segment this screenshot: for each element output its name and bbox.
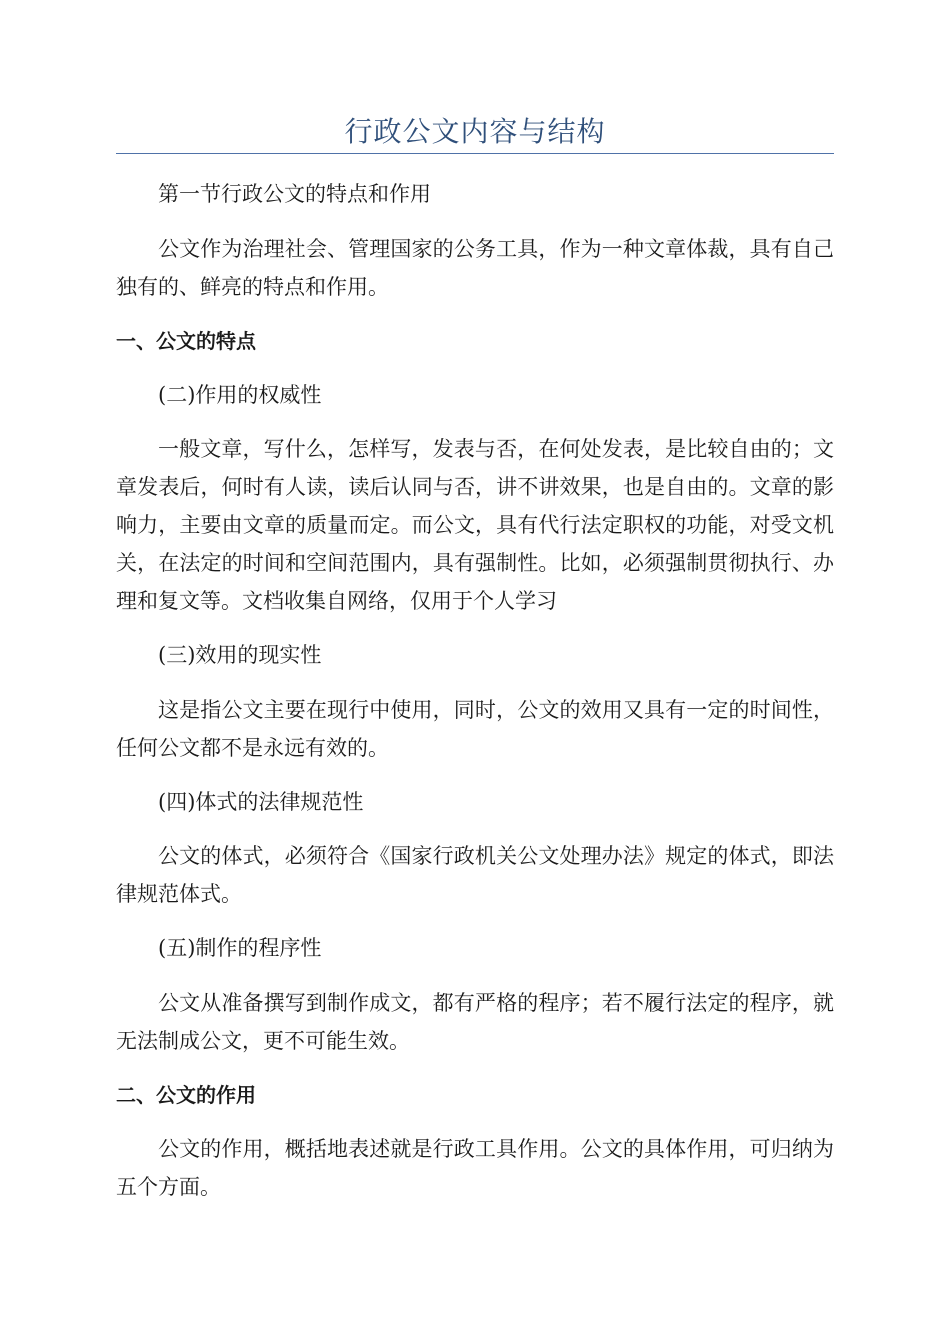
paragraph-authority: 一般文章，写什么，怎样写，发表与否，在何处发表，是比较自由的；文章发表后，何时有人读，读后认同与否，讲不讲效果，也是自由的。文章的影响力，主要由文章的质量而定。而公文，具有代行法定职权的功能，对受文机关，在法定的时间和空间范围内，具有强制性。比如，必须强制贯彻执行、办理和复文等。文档收集自网络，仅用于个人学习 [116, 437, 834, 613]
paragraph-functions: 公文的作用，概括地表述就是行政工具作用。公文的具体作用，可归纳为五个方面。 [116, 1137, 834, 1199]
document-title: 行政公文内容与结构 [344, 115, 606, 148]
subheading-reality: (三)效用的现实性 [158, 643, 322, 667]
section-title: 第一节行政公文的特点和作用 [158, 182, 431, 206]
paragraph-procedure: 公文从准备撰写到制作成文，都有严格的程序；若不履行法定的程序，就无法制成公文，更不可能生效。 [116, 991, 834, 1053]
subheading-format: (四)体式的法律规范性 [158, 790, 364, 814]
subheading-procedure: (五)制作的程序性 [158, 936, 322, 960]
heading-functions: 二、公文的作用 [116, 1083, 256, 1107]
heading-features: 一、公文的特点 [116, 329, 256, 353]
paragraph-format: 公文的体式，必须符合《国家行政机关公文处理办法》规定的体式，即法律规范体式。 [116, 844, 834, 906]
title-underline [116, 153, 834, 154]
intro-paragraph: 公文作为治理社会、管理国家的公务工具，作为一种文章体裁，具有自己独有的、鲜亮的特点和作用。 [116, 237, 834, 299]
paragraph-reality: 这是指公文主要在现行中使用，同时，公文的效用又具有一定的时间性，任何公文都不是永远有效的。 [116, 698, 834, 760]
subheading-authority: (二)作用的权威性 [158, 383, 322, 407]
